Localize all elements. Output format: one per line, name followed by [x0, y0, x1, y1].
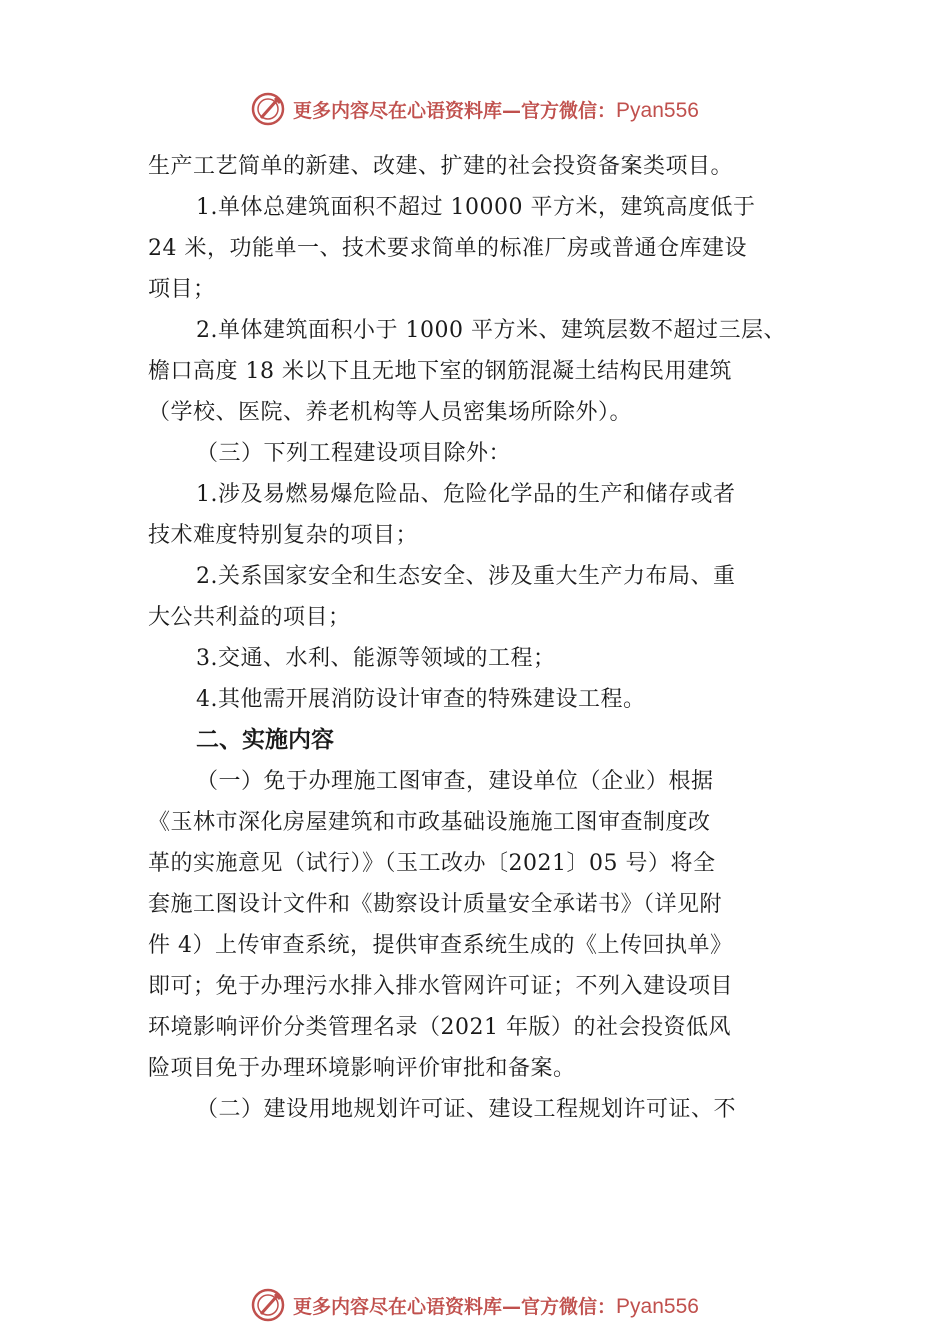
text-line: 大公共利益的项目；: [148, 605, 351, 630]
text-line: 套施工图设计文件和《勘察设计质量安全承诺书》（详见附: [148, 892, 723, 917]
text-line: 《玉林市深化房屋建筑和市政基础设施施工图审查制度改: [148, 810, 711, 835]
text-line: （二）建设用地规划许可证、建设工程规划许可证、不: [196, 1097, 737, 1122]
text-line: 革的实施意见（试行）》（玉工改办〔2021〕05 号）将全: [148, 851, 716, 876]
watermark-logo-icon: [251, 1288, 285, 1322]
text-line: 生产工艺简单的新建、改建、扩建的社会投资备案类项目。: [148, 154, 734, 179]
text-line: 24 米，功能单一、技术要求简单的标准厂房或普通仓库建设: [148, 236, 747, 261]
text-line: 险项目免于办理环境影响评价审批和备案。: [148, 1056, 576, 1081]
document-body: [148, 146, 820, 1130]
watermark-logo-icon: [251, 92, 285, 126]
text-line: （一）免于办理施工图审查，建设单位（企业）根据: [196, 769, 714, 794]
text-line: 项目；: [148, 277, 216, 302]
text-line: 1.单体总建筑面积不超过 10000 平方米，建筑高度低于: [196, 195, 756, 220]
watermark-footer: [0, 1288, 950, 1322]
text-line: 环境影响评价分类管理名录（2021 年版）的社会投资低风: [148, 1015, 731, 1040]
text-line: 2.单体建筑面积小于 1000 平方米、建筑层数不超过三层、: [196, 318, 786, 343]
text-line: 1.涉及易燃易爆危险品、危险化学品的生产和储存或者: [196, 482, 736, 507]
text-line: 4.其他需开展消防设计审查的特殊建设工程。: [196, 687, 646, 712]
watermark-text: 更多内容尽在心语资料库—官方微信：Pyan556: [293, 98, 699, 122]
text-line: 即可；免于办理污水排入排水管网许可证；不列入建设项目: [148, 974, 734, 999]
text-line: 件 4）上传审查系统，提供审查系统生成的《上传回执单》: [148, 933, 733, 958]
watermark-header: [0, 92, 950, 126]
text-line: 檐口高度 18 米以下且无地下室的钢筋混凝土结构民用建筑: [148, 359, 732, 384]
section-heading: 二、实施内容: [196, 727, 334, 753]
text-line: 2.关系国家安全和生态安全、涉及重大生产力布局、重: [196, 564, 736, 589]
text-line: （三）下列工程建设项目除外：: [196, 441, 512, 466]
text-line: 技术难度特别复杂的项目；: [148, 523, 419, 548]
watermark-text: 更多内容尽在心语资料库—官方微信：Pyan556: [293, 1294, 699, 1318]
text-line: 3.交通、水利、能源等领域的工程；: [196, 646, 556, 671]
text-line: （学校、医院、养老机构等人员密集场所除外）。: [148, 400, 633, 425]
